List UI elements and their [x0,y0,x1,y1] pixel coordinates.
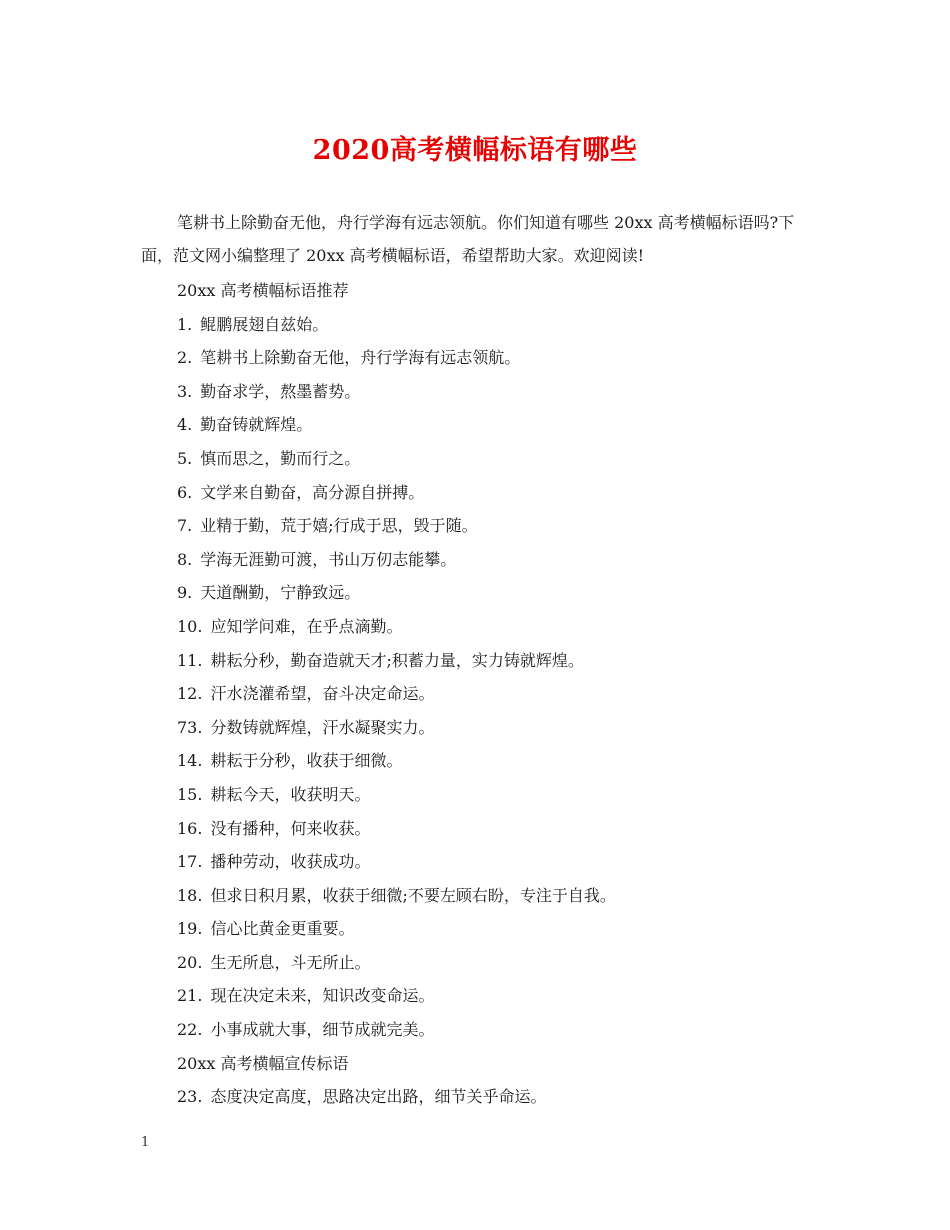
list-item [177,543,837,577]
item-text: 生无所息，斗无所止。 [210,952,371,972]
item-number: 23. [177,1087,203,1107]
list-item [177,979,837,1013]
list-item [177,1080,837,1114]
list-item [177,308,837,342]
item-text: 汗水浇灌希望，奋斗决定命运。 [210,684,435,704]
item-number: 12. [177,684,203,704]
list-item [177,677,837,711]
item-text: 学海无涯勤可渡，书山万仞志能攀。 [200,549,457,569]
item-number: 21. [177,986,203,1006]
item-text: 分数铸就辉煌，汗水凝聚实力。 [210,717,435,737]
list-item [177,912,837,946]
list-item [177,845,837,879]
item-text: 勤奋求学，熬墨蓄势。 [200,381,361,401]
list-item [177,408,837,442]
item-text: 耕耘于分秒，收获于细微。 [210,751,403,771]
item-text: 耕耘分秒，勤奋造就天才;积蓄力量，实力铸就辉煌。 [210,650,584,670]
item-text: 没有播种，何来收获。 [210,818,371,838]
item-number: 10. [177,616,203,636]
page-title: 2020高考横幅标语有哪些 [312,135,638,166]
item-text: 慎而思之，勤而行之。 [200,448,361,468]
item-number: 5. [177,448,193,468]
intro-paragraph: 笔耕书上除勤奋无他，舟行学海有远志领航。你们知道有哪些 20xx 高考横幅标语吗?下面，范文网小编整理了 20xx 高考横幅标语，希望帮助大家。欢迎阅读! [141,213,795,265]
slogan-list [177,274,837,1114]
section-heading [177,274,837,308]
list-item [177,812,837,846]
item-text: 但求日积月累，收获于细微;不要左顾右盼，专注于自我。 [210,885,616,905]
page-number: 1 [141,1135,150,1150]
section-heading [177,1047,837,1081]
item-text: 文学来自勤奋，高分源自拼搏。 [200,482,425,502]
item-number: 7. [177,516,193,536]
item-number: 19. [177,919,203,939]
item-text: 现在决定未来，知识改变命运。 [210,986,435,1006]
item-text: 业精于勤，荒于嬉;行成于思，毁于随。 [200,516,478,536]
list-item [177,341,837,375]
list-item [177,778,837,812]
item-number: 8. [177,549,193,569]
item-number: 2. [177,348,193,368]
item-text: 播种劳动，收获成功。 [210,852,371,872]
item-text: 20xx 高考横幅标语推荐 [177,281,349,300]
item-text: 20xx 高考横幅宣传标语 [177,1053,349,1073]
list-item [177,744,837,778]
item-number: 4. [177,415,193,435]
item-text: 天道酬勤，宁静致远。 [200,583,361,603]
item-number: 3. [177,381,193,401]
item-number: 22. [177,1020,203,1040]
item-text: 态度决定高度，思路决定出路，细节关乎命运。 [210,1087,547,1107]
item-number: 16. [177,818,203,838]
item-text: 小事成就大事，细节成就完美。 [210,1020,435,1040]
item-text: 应知学问难，在乎点滴勤。 [210,616,403,636]
list-item [177,509,837,543]
item-text: 信心比黄金更重要。 [210,919,355,939]
item-number: 18. [177,885,203,905]
list-item [177,476,837,510]
list-item [177,711,837,745]
list-item [177,879,837,913]
item-text: 勤奋铸就辉煌。 [200,415,313,435]
item-number: 73. [177,717,203,737]
item-number: 20. [177,952,203,972]
item-number: 9. [177,583,193,603]
list-item [177,946,837,980]
item-number: 17. [177,852,203,872]
list-item [177,1013,837,1047]
item-number: 11. [177,650,203,670]
item-number: 1. [177,314,193,334]
list-item [177,576,837,610]
list-item [177,610,837,644]
item-text: 笔耕书上除勤奋无他，舟行学海有远志领航。 [200,348,521,368]
item-text: 耕耘今天，收获明天。 [210,784,371,804]
item-number: 15. [177,784,203,804]
list-item [177,442,837,476]
item-text: 鲲鹏展翅自兹始。 [200,314,329,334]
list-item [177,644,837,678]
item-number: 6. [177,482,193,502]
list-item [177,375,837,409]
item-number: 14. [177,751,203,771]
